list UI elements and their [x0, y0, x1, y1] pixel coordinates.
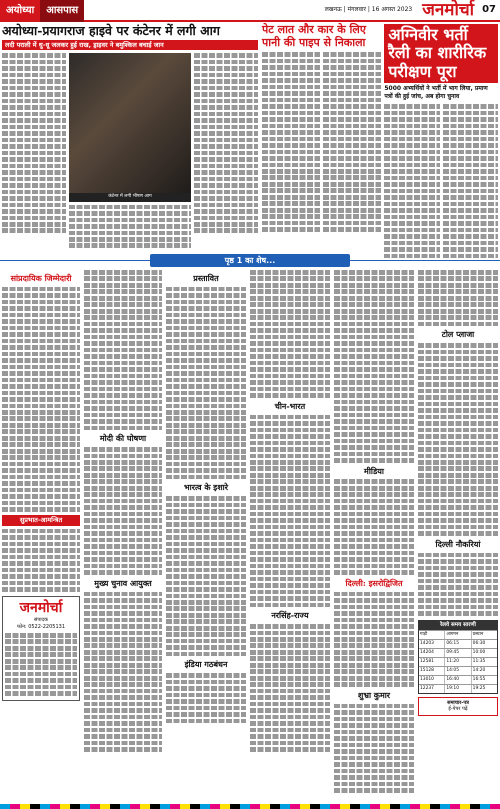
- left-story: [2, 24, 258, 252]
- lower-col-2: [84, 270, 162, 805]
- col3-subhead: भारत्व के इशारे: [184, 482, 228, 493]
- photo-caption: कंटेनर में लगी भीषण आग: [69, 193, 191, 201]
- col5-subhead: दिल्ली: इसरोद्विजित: [345, 577, 403, 588]
- train-timetable: [418, 620, 498, 694]
- right-story-b: [384, 24, 498, 264]
- right-subhead: 5000 अभ्यर्थियों ने भर्ती में भाग लिया, प्रमाण पत्रों की हुई जांच, अब होगा चुनाव: [384, 85, 488, 101]
- lower-col-4: [250, 270, 330, 805]
- container-fire-photo: [69, 53, 191, 193]
- lower-section: [2, 270, 498, 805]
- right-story: [262, 24, 498, 252]
- publisher-box: [2, 596, 80, 701]
- col5-subhead-2: शुभ्रा कुमार: [357, 689, 391, 700]
- col5-title: मीडिया: [364, 465, 384, 476]
- col3-title: प्रस्तावित: [193, 273, 219, 283]
- ad-line: ई-पेपर पढ़ें: [448, 706, 468, 713]
- epaper-ad[interactable]: [418, 697, 498, 717]
- lower-col-5: [334, 270, 414, 805]
- left-col-text-3: [194, 53, 258, 243]
- section-tag-secondary: आसपास: [40, 0, 84, 22]
- left-col-text-1: [2, 53, 66, 243]
- left-headline: अयोध्या-प्रयागराज हाइवे पर कंटेनर में लगी आग: [2, 23, 220, 38]
- table-row: 12237 19:10 19:25: [419, 684, 497, 693]
- newspaper-logo: जनमोर्चा: [418, 0, 478, 22]
- col4-title: चीन-भारत: [274, 400, 306, 411]
- publisher-contact: फोन: 0522-2205131: [17, 624, 65, 631]
- continuation-band: पृष्ठ 1 का शेष...: [150, 254, 350, 267]
- right-story-a: [262, 24, 381, 264]
- right-headline-box: अग्निवीर भर्ती रैली का शारीरिक परीक्षण पूरा: [384, 24, 498, 83]
- table-row: गाड़ी आगमन प्रस्थान: [419, 630, 497, 639]
- publisher-logo: जनमोर्चा: [19, 599, 63, 616]
- table-row: 15128 14:05 14:20: [419, 666, 497, 675]
- col6-title: टोल प्लाजा: [441, 329, 475, 340]
- color-registration-strip: [0, 804, 500, 809]
- left-subhead: लदी पराली में धु-धू जलकर हुई राख, ड्राइवर ने बमुश्किल बचाई जान: [2, 40, 258, 51]
- col6-subhead: दिल्ली नौकरियां: [435, 538, 481, 549]
- col3-subhead-2: इंडिया गठबंधन: [184, 659, 228, 670]
- publisher-label: संपादक: [33, 617, 48, 624]
- col2-title: मोदी की घोषणा: [99, 433, 147, 444]
- table-row: 14203 06:15 06:30: [419, 639, 497, 648]
- date-line: लखनऊ | मंगलवार | 16 अगस्त 2023: [84, 0, 418, 22]
- table-row: 12581 11:20 11:35: [419, 657, 497, 666]
- right-headline-red: पेट लात और कार के लिए पानी की पाइप से निकाला: [262, 23, 366, 49]
- left-photo-wrap: [69, 53, 191, 250]
- section-tag: अयोध्या: [0, 0, 40, 22]
- lower-col-1: [2, 270, 80, 805]
- table-row: 14204 09:45 10:00: [419, 648, 497, 657]
- col1-title: सांप्रदायिक जिम्मेदारी: [10, 273, 72, 283]
- lower-col-3: [166, 270, 246, 805]
- lower-col-6: [418, 270, 498, 805]
- col4-subhead: नरसिंह-राज्य: [271, 610, 309, 621]
- ad-title: समाचार-पत्र: [447, 699, 469, 706]
- col1-boxhead: सुप्रभात-आमन्त्रित: [2, 515, 80, 526]
- table-row: 13010 16:40 16:55: [419, 675, 497, 684]
- page-number: 07: [478, 0, 500, 22]
- col2-subhead: मुख्य चुनाव आयुक्त: [94, 577, 152, 588]
- masthead: [0, 0, 500, 22]
- timetable-title: रेलवे समय सारणी: [419, 621, 497, 630]
